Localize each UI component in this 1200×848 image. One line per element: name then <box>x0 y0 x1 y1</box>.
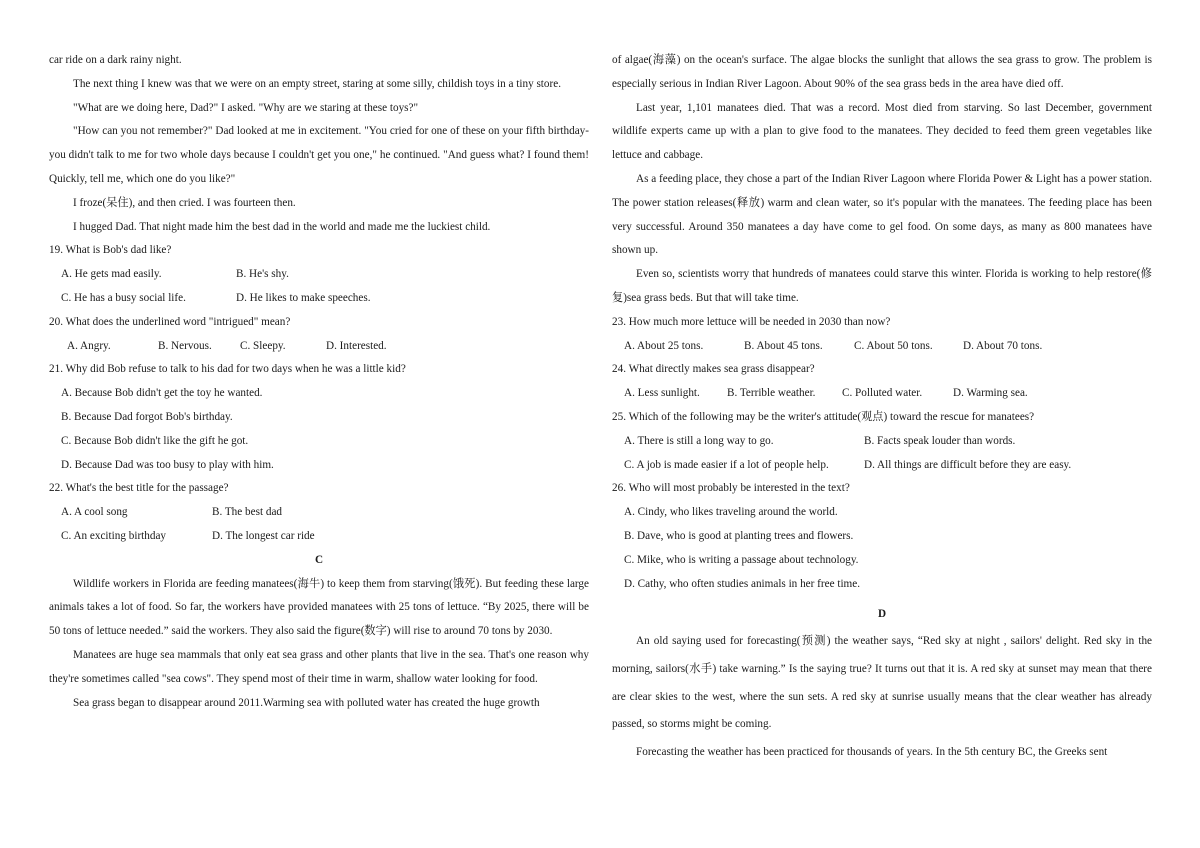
passage-paragraph: Forecasting the weather has been practiced for thousands of years. In the 5th century BC, the Greeks sent <box>636 745 1108 758</box>
option: B. Dave, who is good at planting trees and flowers. <box>624 529 854 542</box>
option: B. Because Dad forgot Bob's birthday. <box>61 410 233 423</box>
story-paragraph: I hugged Dad. That night made him the best dad in the world and made me the luckiest child. <box>73 220 491 233</box>
question-22: 22. What's the best title for the passage? <box>49 482 229 495</box>
option: C. Polluted water. <box>842 387 923 400</box>
question-19: 19. What is Bob's dad like? <box>49 244 172 257</box>
options-row <box>612 454 1152 478</box>
option: D. He likes to make speeches. <box>236 291 371 304</box>
option: D. The longest car ride <box>212 529 315 542</box>
option: A. A cool song <box>61 506 128 519</box>
options-row <box>49 525 589 549</box>
option: A. Cindy, who likes traveling around the world. <box>624 506 838 519</box>
option: C. About 50 tons. <box>854 339 933 352</box>
story-paragraph: "What are we doing here, Dad?" I asked. "Why are we staring at these toys?" <box>73 101 419 114</box>
option: A. Angry. <box>67 339 111 352</box>
options-row <box>49 335 589 359</box>
option: D. Warming sea. <box>953 387 1028 400</box>
passage-paragraph: Even so, scientists worry that hundreds of manatees could starve this winter. Florida is working to help restore(修复)sea grass beds. But that will take time. <box>612 268 1152 304</box>
section-d-heading: D <box>877 608 887 621</box>
passage-paragraph: An old saying used for forecasting(预测) the weather says, “Red sky at night , sailors' delight. Red sky in the morning, sailors(水手) take warning.” Is the saying true? It turns out that it is. A red sky at sunset may mean that there are clear skies to the west, where the sun sets. A red sky at sunrise usually means that the clear weather has already passed, so storms might be coming. <box>612 635 1152 731</box>
options-row <box>49 263 589 287</box>
option: A. There is still a long way to go. <box>624 434 774 447</box>
option: C. He has a busy social life. <box>61 291 186 304</box>
left-column <box>49 49 589 715</box>
story-paragraph: I froze(呆住), and then cried. I was fourteen then. <box>73 196 296 209</box>
option: C. Sleepy. <box>240 339 286 352</box>
option: A. Less sunlight. <box>624 387 700 400</box>
question-21: 21. Why did Bob refuse to talk to his dad for two days when he was a little kid? <box>49 363 406 376</box>
option: D. Cathy, who often studies animals in her free time. <box>624 577 861 590</box>
option: B. Facts speak louder than words. <box>864 434 1016 447</box>
story-paragraph: car ride on a dark rainy night. <box>49 54 182 66</box>
question-23: 23. How much more lettuce will be needed in 2030 than now? <box>612 315 891 328</box>
passage-paragraph: of algae(海藻) on the ocean's surface. The algae blocks the sunlight that allows the sea grass to grow. The problem is especially serious in Indian River Lagoon. About 90% of the sea grass beds in the area have died off. <box>612 54 1152 90</box>
option: B. He's shy. <box>236 268 289 281</box>
right-column <box>612 49 1152 766</box>
option: D. About 70 tons. <box>963 339 1043 352</box>
section-d-passage <box>612 628 1152 766</box>
options-row <box>49 287 589 311</box>
option: B. The best dad <box>212 506 283 519</box>
options-row <box>49 501 589 525</box>
options-row <box>612 335 1152 359</box>
option: A. He gets mad easily. <box>61 268 162 281</box>
question-24: 24. What directly makes sea grass disappear? <box>612 363 815 376</box>
option: D. All things are difficult before they are easy. <box>864 458 1072 471</box>
passage-paragraph: Last year, 1,101 manatees died. That was a record. Most died from starving. So last December, government wildlife experts came up with a plan to give food to the manatees. They decided to feed them green vegetables like lettuce and cabbage. <box>612 101 1152 162</box>
option: B. Terrible weather. <box>727 387 816 400</box>
question-26: 26. Who will most probably be interested in the text? <box>612 482 850 495</box>
passage-paragraph: As a feeding place, they chose a part of the Indian River Lagoon where Florida Power & Light has a power station. The power station releases(释放) warm and clean water, so it's popular with the manatees. The feeding place has been very successful. Around 350 manatees a day have come to gel food. On some days, as many as 800 manatees have shown up. <box>612 172 1152 257</box>
option: D. Because Dad was too busy to play with him. <box>61 458 274 471</box>
option: C. An exciting birthday <box>61 529 167 542</box>
passage-paragraph: Wildlife workers in Florida are feeding manatees(海牛) to keep them from starving(饿死). But feeding these large animals takes a lot of food. So far, the workers have provided manatees with 25 tons of lettuce. “By 2025, there will be 50 tons of lettuce needed.” said the workers. They also said the figure(数字) will rise to around 70 tons by 2030. <box>49 577 589 638</box>
question-25: 25. Which of the following may be the writer's attitude(观点) toward the rescue for manatees? <box>612 410 1035 423</box>
options-row <box>612 382 1152 406</box>
passage-paragraph: Manatees are huge sea mammals that only eat sea grass and other plants that live in the sea. That's one reason why they're sometimes called "sea cows". They spend most of their time in warm, shallow water looking for food. <box>49 648 589 685</box>
option: C. A job is made easier if a lot of people help. <box>624 458 829 471</box>
section-c-heading: C <box>314 553 324 566</box>
option: C. Mike, who is writing a passage about technology. <box>624 553 859 566</box>
option: C. Because Bob didn't like the gift he got. <box>61 434 249 447</box>
passage-paragraph: Sea grass began to disappear around 2011.Warming sea with polluted water has created the huge growth <box>73 696 540 709</box>
option: D. Interested. <box>326 339 387 352</box>
option: A. Because Bob didn't get the toy he wanted. <box>61 387 263 400</box>
option: B. About 45 tons. <box>744 339 823 352</box>
story-paragraph: "How can you not remember?" Dad looked at me in excitement. "You cried for one of these on your fifth birthday-you didn't talk to me for two whole days because I couldn't get you one," he continued. "And guess what? I found them! Quickly, tell me, which one do you like?" <box>49 125 589 185</box>
option: B. Nervous. <box>158 339 212 352</box>
option: A. About 25 tons. <box>624 339 704 352</box>
question-20: 20. What does the underlined word "intrigued" mean? <box>49 315 291 328</box>
options-row <box>612 430 1152 454</box>
story-paragraph: The next thing I knew was that we were on an empty street, staring at some silly, childish toys in a tiny store. <box>73 77 561 90</box>
